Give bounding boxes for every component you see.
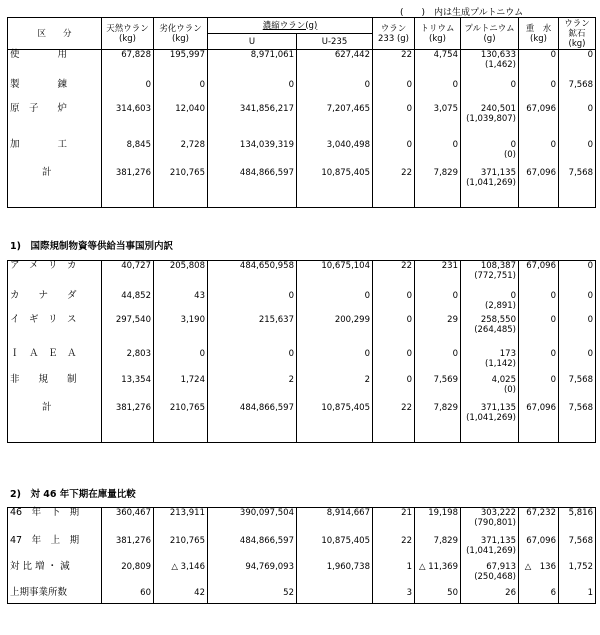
table-row bbox=[8, 403, 596, 443]
row-label: 製 錬 bbox=[8, 80, 102, 104]
cell-th: 7,829 bbox=[415, 403, 461, 443]
cell-th: △ 11,369 bbox=[415, 562, 461, 588]
cell-u235: 7,207,465 bbox=[297, 104, 373, 140]
cell-u235: 8,914,667 bbox=[297, 508, 373, 536]
cell-u233: 21 bbox=[373, 508, 415, 536]
cell-nat: 381,276 bbox=[102, 403, 154, 443]
cell-hw: 6 bbox=[519, 588, 559, 604]
cell-dep: △ 3,146 bbox=[154, 562, 208, 588]
table-row bbox=[8, 168, 596, 208]
row-label: 加 工 bbox=[8, 140, 102, 168]
cell-u233: 0 bbox=[373, 315, 415, 349]
cell-hw: 67,096 bbox=[519, 104, 559, 140]
cell-th: 50 bbox=[415, 588, 461, 604]
plutonium-generated: (0) bbox=[503, 149, 516, 160]
cell-ore: 0 bbox=[559, 291, 596, 315]
cell-u: 341,856,217 bbox=[208, 104, 297, 140]
cell-nat: 13,354 bbox=[102, 375, 154, 403]
cell-dep: 42 bbox=[154, 588, 208, 604]
cell-pu: 303,222 (790,801) bbox=[461, 508, 519, 536]
cell-u: 2 bbox=[208, 375, 297, 403]
plutonium-generated: (2,891) bbox=[485, 300, 516, 311]
cell-pu: 130,633 (1,462) bbox=[461, 50, 519, 80]
header-natural-uranium: 天然ウラン (kg) bbox=[102, 18, 154, 50]
cell-u233: 22 bbox=[373, 536, 415, 562]
cell-hw: 0 bbox=[519, 140, 559, 168]
cell-ore: 1 bbox=[559, 588, 596, 604]
cell-ore: 0 bbox=[559, 315, 596, 349]
cell-hw: 67,096 bbox=[519, 261, 559, 291]
cell-pu: 240,501 (1,039,807) bbox=[461, 104, 519, 140]
header-category: 区 分 bbox=[8, 18, 102, 50]
cell-u235: 2 bbox=[297, 375, 373, 403]
cell-u233: 0 bbox=[373, 140, 415, 168]
header-uranium233: ウラン 233 (g) bbox=[373, 18, 415, 50]
header-enriched-uranium: 濃縮ウラン(g) bbox=[208, 18, 373, 34]
cell-pu: 0 (2,891) bbox=[461, 291, 519, 315]
cell-u: 215,637 bbox=[208, 315, 297, 349]
header-thorium: トリウム (kg) bbox=[415, 18, 461, 50]
cell-pu: 258,550 (264,485) bbox=[461, 315, 519, 349]
cell-u233: 3 bbox=[373, 588, 415, 604]
table-row bbox=[8, 349, 596, 375]
cell-th: 19,198 bbox=[415, 508, 461, 536]
cell-ore: 7,568 bbox=[559, 375, 596, 403]
cell-u: 484,866,597 bbox=[208, 536, 297, 562]
row-label: 原 子 炉 bbox=[8, 104, 102, 140]
cell-pu: 371,135 (1,041,269) bbox=[461, 403, 519, 443]
cell-nat: 297,540 bbox=[102, 315, 154, 349]
cell-ore: 5,816 bbox=[559, 508, 596, 536]
plutonium-generated: (264,485) bbox=[474, 324, 516, 335]
row-label: 使 用 bbox=[8, 50, 102, 80]
plutonium-generated: (772,751) bbox=[474, 271, 516, 281]
row-label: Ｉ Ａ Ｅ Ａ bbox=[8, 349, 102, 375]
cell-nat: 8,845 bbox=[102, 140, 154, 168]
supplier-body bbox=[8, 261, 596, 443]
cell-u233: 22 bbox=[373, 261, 415, 291]
section-title-suppliers: 1) 国際規制物資等供給当事国別内訳 bbox=[10, 241, 173, 252]
cell-hw: 0 bbox=[519, 50, 559, 80]
cell-ore: 7,568 bbox=[559, 536, 596, 562]
row-label: イ ギ リ ス bbox=[8, 315, 102, 349]
row-label: 上期事業所数 bbox=[8, 588, 102, 604]
header-heavy-water: 重 水 (kg) bbox=[519, 18, 559, 50]
cell-nat: 20,809 bbox=[102, 562, 154, 588]
table-row bbox=[8, 104, 596, 140]
cell-dep: 210,765 bbox=[154, 536, 208, 562]
cell-hw: 67,096 bbox=[519, 536, 559, 562]
cell-dep: 1,724 bbox=[154, 375, 208, 403]
row-label: 47 年 上 期 bbox=[8, 536, 102, 562]
plutonium-generated: (250,468) bbox=[474, 571, 516, 582]
cell-u235: 10,875,405 bbox=[297, 168, 373, 208]
cell-u235: 3,040,498 bbox=[297, 140, 373, 168]
cell-u233: 22 bbox=[373, 168, 415, 208]
cell-u233: 22 bbox=[373, 403, 415, 443]
cell-th: 0 bbox=[415, 140, 461, 168]
cell-u: 0 bbox=[208, 80, 297, 104]
cell-u235 bbox=[297, 588, 373, 604]
table-row bbox=[8, 562, 596, 588]
inventory-table bbox=[7, 17, 596, 208]
cell-dep: 0 bbox=[154, 80, 208, 104]
supplier-table bbox=[7, 260, 596, 443]
section-title-comparison: 2) 対 46 年下期在庫量比較 bbox=[10, 489, 136, 500]
cell-th: 7,829 bbox=[415, 536, 461, 562]
cell-pu: 0 bbox=[461, 80, 519, 104]
cell-dep: 210,765 bbox=[154, 168, 208, 208]
cell-pu: 371,135 (1,041,269) bbox=[461, 168, 519, 208]
cell-u233: 0 bbox=[373, 104, 415, 140]
inventory-body bbox=[8, 50, 596, 208]
comparison-body bbox=[8, 508, 596, 604]
cell-u235: 1,960,738 bbox=[297, 562, 373, 588]
cell-u233: 0 bbox=[373, 375, 415, 403]
cell-dep: 195,997 bbox=[154, 50, 208, 80]
cell-u233: 0 bbox=[373, 349, 415, 375]
row-label: 非 規 制 bbox=[8, 375, 102, 403]
cell-hw: 67,096 bbox=[519, 403, 559, 443]
cell-u: 8,971,061 bbox=[208, 50, 297, 80]
cell-ore: 0 bbox=[559, 349, 596, 375]
cell-nat: 381,276 bbox=[102, 168, 154, 208]
cell-dep: 12,040 bbox=[154, 104, 208, 140]
cell-ore: 0 bbox=[559, 50, 596, 80]
cell-nat: 60 bbox=[102, 588, 154, 604]
cell-dep: 205,808 bbox=[154, 261, 208, 291]
header-uranium-ore: ウラン鉱石 (kg) bbox=[559, 18, 596, 50]
cell-th: 29 bbox=[415, 315, 461, 349]
cell-ore: 7,568 bbox=[559, 80, 596, 104]
cell-nat: 381,276 bbox=[102, 536, 154, 562]
plutonium-generated: (1,039,807) bbox=[466, 113, 516, 124]
cell-th: 231 bbox=[415, 261, 461, 291]
cell-dep: 210,765 bbox=[154, 403, 208, 443]
cell-pu: 108,387 (772,751) bbox=[461, 261, 519, 291]
cell-nat: 40,727 bbox=[102, 261, 154, 291]
row-label: 計 bbox=[8, 168, 102, 208]
cell-u: 0 bbox=[208, 291, 297, 315]
cell-pu: 4,025 (0) bbox=[461, 375, 519, 403]
cell-nat: 2,803 bbox=[102, 349, 154, 375]
cell-nat: 44,852 bbox=[102, 291, 154, 315]
cell-nat: 314,603 bbox=[102, 104, 154, 140]
cell-pu: 371,135 (1,041,269) bbox=[461, 536, 519, 562]
table-row bbox=[8, 261, 596, 291]
table-row bbox=[8, 291, 596, 315]
cell-th: 0 bbox=[415, 80, 461, 104]
plutonium-generated: (1,041,269) bbox=[466, 545, 516, 556]
cell-hw: 0 bbox=[519, 80, 559, 104]
cell-ore: 1,752 bbox=[559, 562, 596, 588]
plutonium-generated: (790,801) bbox=[474, 518, 516, 528]
row-label: 対 比 増 ・ 減 bbox=[8, 562, 102, 588]
table-row bbox=[8, 588, 596, 604]
cell-dep: 43 bbox=[154, 291, 208, 315]
comparison-table bbox=[7, 507, 596, 604]
cell-u: 94,769,093 bbox=[208, 562, 297, 588]
cell-ore: 7,568 bbox=[559, 168, 596, 208]
cell-ore: 0 bbox=[559, 104, 596, 140]
table-row bbox=[8, 50, 596, 80]
plutonium-generated: (1,041,269) bbox=[466, 412, 516, 423]
cell-u233: 1 bbox=[373, 562, 415, 588]
cell-pu: 173 (1,142) bbox=[461, 349, 519, 375]
cell-pu: 67,913 (250,468) bbox=[461, 562, 519, 588]
cell-u235: 0 bbox=[297, 349, 373, 375]
cell-nat: 0 bbox=[102, 80, 154, 104]
cell-u235: 200,299 bbox=[297, 315, 373, 349]
cell-hw: 0 bbox=[519, 375, 559, 403]
table-row bbox=[8, 80, 596, 104]
row-label: 46 年 下 期 bbox=[8, 508, 102, 536]
plutonium-generated: (0) bbox=[503, 384, 516, 395]
table-row bbox=[8, 140, 596, 168]
cell-hw: 67,096 bbox=[519, 168, 559, 208]
cell-ore: 0 bbox=[559, 140, 596, 168]
plutonium-generated: (1,462) bbox=[485, 60, 516, 70]
table-row bbox=[8, 508, 596, 536]
cell-nat: 67,828 bbox=[102, 50, 154, 80]
cell-u: 390,097,504 bbox=[208, 508, 297, 536]
header-enriched-u235: U-235 bbox=[297, 34, 373, 50]
cell-nat: 360,467 bbox=[102, 508, 154, 536]
cell-u235: 10,875,405 bbox=[297, 536, 373, 562]
cell-u: 484,650,958 bbox=[208, 261, 297, 291]
cell-u233: 0 bbox=[373, 80, 415, 104]
plutonium-generated: (1,142) bbox=[485, 358, 516, 369]
cell-u235: 10,675,104 bbox=[297, 261, 373, 291]
row-label: 計 bbox=[8, 403, 102, 443]
cell-u: 0 bbox=[208, 349, 297, 375]
cell-u: 484,866,597 bbox=[208, 168, 297, 208]
cell-dep: 213,911 bbox=[154, 508, 208, 536]
cell-hw: 0 bbox=[519, 315, 559, 349]
row-label: カ ナ ダ bbox=[8, 291, 102, 315]
cell-hw: 67,232 bbox=[519, 508, 559, 536]
cell-th: 4,754 bbox=[415, 50, 461, 80]
header-plutonium: プルトニウム (g) bbox=[461, 18, 519, 50]
cell-u235: 10,875,405 bbox=[297, 403, 373, 443]
cell-dep: 0 bbox=[154, 349, 208, 375]
cell-hw: △ 136 bbox=[519, 562, 559, 588]
table-row bbox=[8, 315, 596, 349]
cell-u: 134,039,319 bbox=[208, 140, 297, 168]
row-label: ア メ リ カ bbox=[8, 261, 102, 291]
cell-th: 0 bbox=[415, 349, 461, 375]
plutonium-generated: (1,041,269) bbox=[466, 177, 516, 188]
cell-th: 0 bbox=[415, 291, 461, 315]
cell-hw: 0 bbox=[519, 291, 559, 315]
header-depleted-uranium: 劣化ウラン (kg) bbox=[154, 18, 208, 50]
note-paren: ( ) bbox=[400, 8, 426, 18]
cell-dep: 3,190 bbox=[154, 315, 208, 349]
cell-u: 484,866,597 bbox=[208, 403, 297, 443]
note-text: 内は生成プルトニウム bbox=[434, 8, 524, 18]
table-row bbox=[8, 536, 596, 562]
cell-th: 3,075 bbox=[415, 104, 461, 140]
cell-th: 7,829 bbox=[415, 168, 461, 208]
cell-u: 52 bbox=[208, 588, 297, 604]
cell-pu: 26 bbox=[461, 588, 519, 604]
cell-hw: 0 bbox=[519, 349, 559, 375]
cell-dep: 2,728 bbox=[154, 140, 208, 168]
cell-u235: 0 bbox=[297, 291, 373, 315]
cell-u233: 22 bbox=[373, 50, 415, 80]
cell-th: 7,569 bbox=[415, 375, 461, 403]
cell-u233: 0 bbox=[373, 291, 415, 315]
cell-ore: 7,568 bbox=[559, 403, 596, 443]
cell-u235: 0 bbox=[297, 80, 373, 104]
cell-u235: 627,442 bbox=[297, 50, 373, 80]
cell-pu: 0 (0) bbox=[461, 140, 519, 168]
header-enriched-u: U bbox=[208, 34, 297, 50]
table-row bbox=[8, 375, 596, 403]
cell-ore: 0 bbox=[559, 261, 596, 291]
